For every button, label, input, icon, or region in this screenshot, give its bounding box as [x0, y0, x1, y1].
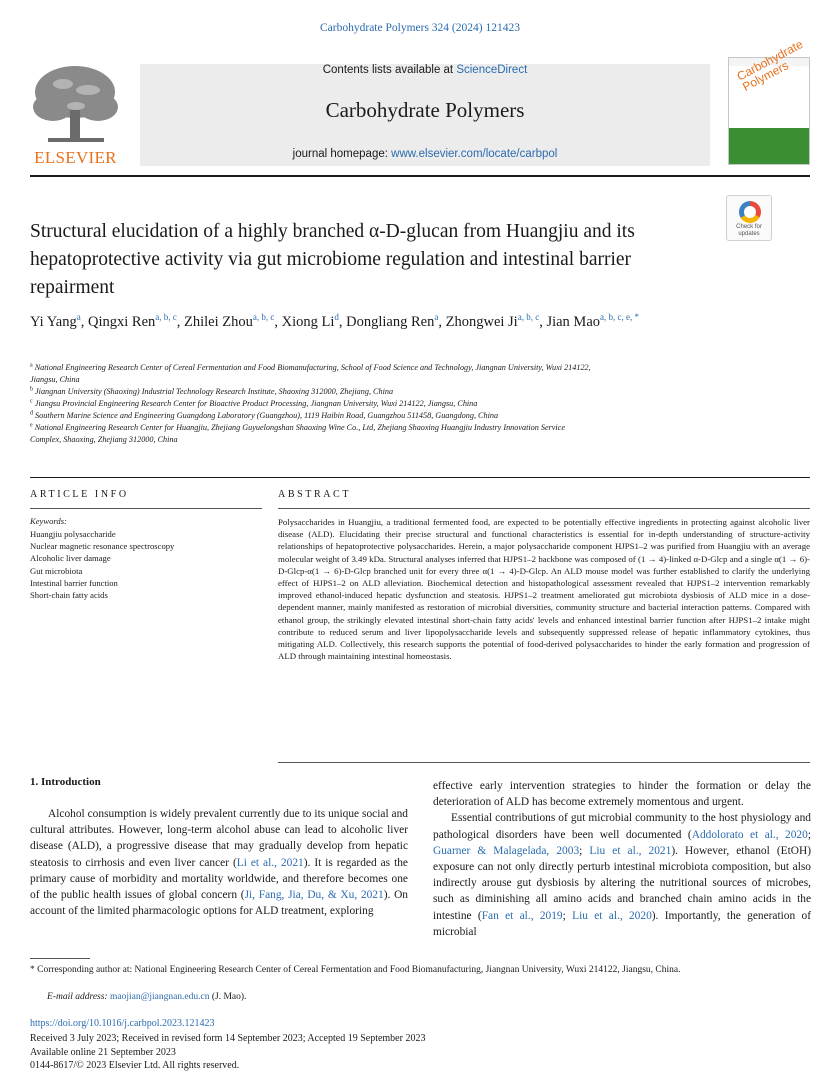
author-name[interactable]: Yi Yang	[30, 314, 77, 330]
author-affiliation-marker[interactable]: a, b, c, e, *	[600, 312, 639, 323]
affiliation-text: Jiangsu Provincial Engineering Research Center for Bioactive Product Processing, Jiangnan University, Wuxi 214122, Jiangsu, China	[34, 399, 478, 408]
contents-line	[140, 64, 710, 76]
author-list: Yi Yang$^a$, Qingxi Ren$^{a, b, c}$, Zhilei Zhou$^{a, b, c}$, Xiong Li$^d$, Dongliang Ren$^a$, Zhongwei Ji$^{a, b, c}$, Jian Mao$^{a, b, c, e, *}$	[30, 312, 639, 330]
affiliation-text: National Engineering Research Center for Huangjiu, Zhejiang Guyuelongshan Shaoxing Wine Co., Ltd, Zhejiang Shaoxing Huangjiu Industry Innovation Service	[34, 423, 565, 432]
email-suffix: (J. Mao).	[209, 992, 247, 1002]
article-info-heading: ARTICLE INFO	[30, 489, 129, 500]
citation-link[interactable]: Fan et al., 2019	[481, 909, 563, 922]
email-label: E-mail address:	[47, 992, 110, 1002]
header-rule	[30, 175, 810, 177]
introduction-heading: 1. Introduction	[30, 776, 101, 788]
affiliation-marker: b	[30, 386, 33, 393]
citation-link[interactable]: Liu et al., 2020	[572, 909, 652, 922]
citation-separator: ;	[562, 909, 573, 922]
author-name[interactable]: Xiong Li	[281, 314, 335, 330]
keyword-item: Intestinal barrier function	[30, 577, 118, 588]
affiliation-line	[30, 362, 730, 374]
author-affiliation-marker[interactable]: a	[434, 312, 439, 323]
author-affiliation-marker[interactable]: a, b, c	[252, 312, 275, 323]
article-info-rule	[30, 508, 262, 509]
intro-text: ). On account of the limited pharmacologic options for ALD treatment, exploring	[30, 889, 408, 918]
intro-text: Essential contributions of gut microbial community to the host physiology and pathological disorders have been well documented (	[433, 812, 811, 841]
elsevier-wordmark: ELSEVIER	[34, 148, 117, 167]
affiliation-text: Jiangsu, China	[30, 375, 80, 384]
check-for-updates-button[interactable]	[726, 195, 772, 241]
check-updates-icon	[739, 201, 761, 223]
affiliation-text: Southern Marine Science and Engineering Guangdong Laboratory (Guangzhou), 1119 Haibin Road, Guangzhou 511458, Guangdong, China	[35, 411, 499, 420]
history-line: Received 3 July 2023; Received in revised form 14 September 2023; Accepted 19 September 2023	[30, 1033, 426, 1044]
journal-name[interactable]: Carbohydrate Polymers	[325, 98, 525, 122]
article-title: Structural elucidation of a highly branched α-D-glucan from Huangjiu and its hepatoprotective activity via gut microbiome regulation and intestinal barrier repairment	[30, 221, 635, 298]
citation-link[interactable]: Guarner & Malagelada, 2003	[433, 844, 580, 857]
citation-link[interactable]: Ji, Fang, Jia, Du, & Xu, 2021	[244, 889, 384, 902]
author-affiliation-marker[interactable]: a, b, c	[155, 312, 177, 323]
author-affiliation-marker[interactable]: d	[334, 312, 339, 323]
intro-left-column	[30, 806, 408, 919]
author-affiliation-marker[interactable]: a, b, c	[517, 312, 540, 323]
contents-prefix: Contents lists available at	[322, 64, 457, 76]
journal-cover[interactable]	[728, 36, 810, 165]
affiliation-line	[30, 434, 730, 446]
author-affiliation-marker[interactable]: a	[76, 312, 81, 323]
intro-paragraph: effective early intervention strategies to hinder the formation or delay the deterioration of ALD has become extremely momentous and urgent.	[433, 780, 811, 809]
email-link[interactable]: maojian@jiangnan.edu.cn	[109, 992, 210, 1002]
affiliation-line	[30, 410, 730, 422]
intro-text: Alcohol consumption is widely prevalent currently due to its unique social and cultural attributes. However, long-term alcohol abuse can lead to alcoholic liver disease (ALD), a progressive disease that may gradually develop from hepatic steatosis to cirrhosis and even liver cancer (	[30, 808, 408, 869]
citation-link[interactable]: Addolorato et al., 2020	[691, 828, 808, 841]
keywords-label: Keywords:	[30, 516, 67, 526]
author-name[interactable]: Dongliang Ren	[346, 314, 435, 330]
intro-text: ). Importantly, the generation of microbial	[433, 909, 811, 938]
abstract-bottom-rule	[278, 762, 810, 763]
affiliation-marker: d	[30, 410, 33, 417]
keyword-item: Huangjiu polysaccharide	[30, 529, 116, 539]
abstract-rule	[278, 508, 810, 509]
keyword-item: Nuclear magnetic resonance spectroscopy	[30, 541, 175, 552]
affiliation-text: Jiangnan University (Shaoxing) Industrial Technology Research Institute, Shaoxing 312000, Zhejiang, China	[35, 387, 394, 396]
check-updates-label: Check for updates	[736, 224, 762, 237]
author-name[interactable]: Zhongwei Ji	[445, 314, 518, 330]
history-line: 0144-8617/© 2023 Elsevier Ltd. All rights reserved.	[30, 1060, 240, 1071]
citation-link[interactable]: Li et al., 2021	[236, 856, 304, 869]
article-history	[30, 1032, 730, 1073]
author-name[interactable]: Qingxi Ren	[88, 314, 156, 330]
sciencedirect-link[interactable]: ScienceDirect	[456, 64, 528, 76]
homepage-line	[140, 148, 710, 160]
affiliation-text: Complex, Shaoxing, Zhejiang 312000, China	[30, 435, 178, 444]
affiliation-text: National Engineering Research Center of Cereal Fermentation and Food Biomanufacturing, School of Food Science and Technology, Jiangnan University, Wuxi 214122,	[34, 363, 591, 372]
cover-green-band	[729, 128, 809, 164]
footnote-rule	[30, 958, 90, 959]
abstract-text: Polysaccharides in Huangjiu, a traditional fermented food, are expected to be potentially effective ingredients in protecting against alcoholic liver disease (ALD). Elucidating their precise structural and functional characteristics is essential for in-depth understanding of structure-activity relationships of hepatoprotective polysaccharides. Herein, a major polysaccharide component HJPS1–2 was purified from Huangjiu with an average molecular weight of 3.49 kDa. Structural analyses inferred that HJPS1–2 backbone was composed of (1 → 4)-linked α-D-Glcp and a single α(1 → 6)-D-Glcp-α(1 → 6)-D-Glcp branched unit for every three α(1 → 4)-D-Glcp. An ALD mouse model was further established to clarify the underlying effect of HJPS1–2 on ALD alleviation. Biochemical detection and histopathological assessment revealed that HJPS1–2 intervention remarkably improved ethanol-induced hepatic dysfunction and steatosis. HJPS1–2 treatment ameliorated gut microbiota dysbiosis of ALD mice in a dose-dependent manner, mainly manifested as restoration of microbial diversities, community structure and bacterial interaction patterns. Compared with ethanol group, the strikingly elevated intestinal short-chain fatty acids' levels and enhanced intestinal barrier function after HJPS1–2 intake might contribute to reduced serum and liver lipopolysaccharide levels and subsequently suppressed release of hepatic inflammatory cytokines, thus mitigating ALD. Collectively, this research supports the potential of food-derived polysaccharides to hinder the early formation and progression of ALD through maintaining intestinal homeostasis.	[278, 517, 810, 662]
history-line: Available online 21 September 2023	[30, 1046, 176, 1058]
keyword-list	[30, 528, 262, 601]
affiliation-line	[30, 398, 730, 410]
abstract-heading: ABSTRACT	[278, 489, 352, 500]
homepage-link[interactable]: www.elsevier.com/locate/carbpol	[391, 148, 558, 160]
journal-reference[interactable]: Carbohydrate Polymers 324 (2024) 121423	[320, 22, 520, 34]
citation-separator: ;	[807, 828, 811, 841]
homepage-prefix: journal homepage:	[292, 148, 392, 160]
affiliation-marker: e	[30, 422, 33, 429]
intro-text: ). It is regarded as the primary cause of morbidity and mortality worldwide, and therefore becomes one of the public health issues of global concern (	[30, 856, 408, 902]
intro-paragraph	[433, 810, 811, 940]
author-name[interactable]: Jian Mao	[546, 314, 601, 330]
affiliation-line	[30, 374, 730, 386]
citation-link[interactable]: Liu et al., 2021	[589, 844, 672, 857]
section-rule	[30, 477, 810, 478]
intro-right-column	[433, 778, 811, 940]
keyword-item: Short-chain fatty acids	[30, 590, 108, 601]
affiliation-line	[30, 422, 730, 434]
email-note	[47, 992, 246, 1002]
keyword-item: Gut microbiota	[30, 565, 83, 576]
affiliation-marker: c	[30, 398, 33, 405]
cover-title: Carbohydrate Polymers	[734, 36, 806, 95]
doi-link[interactable]: https://doi.org/10.1016/j.carbpol.2023.121423	[30, 1018, 215, 1029]
affiliation-line	[30, 386, 730, 398]
affiliation-marker: a	[30, 362, 33, 369]
corresponding-author-note: * Corresponding author at: National Engineering Research Center of Cereal Fermentation and Food Biomanufacturing, Jiangnan University, Wuxi 214122, Jiangsu, China.	[30, 965, 681, 975]
citation-separator: ;	[579, 844, 590, 857]
affiliation-list	[30, 362, 730, 446]
keyword-item: Alcoholic liver damage	[30, 553, 111, 564]
intro-text: ). However, ethanol (EtOH) exposure can not only directly perturb intestinal microbiota composition, but also indirectly arouse gut dysbiosis by altering the nutritional sources of microbes, such as diminishing all amino acids and branched chain amino acids in the intestine (	[433, 844, 811, 922]
author-name[interactable]: Zhilei Zhou	[184, 314, 253, 330]
